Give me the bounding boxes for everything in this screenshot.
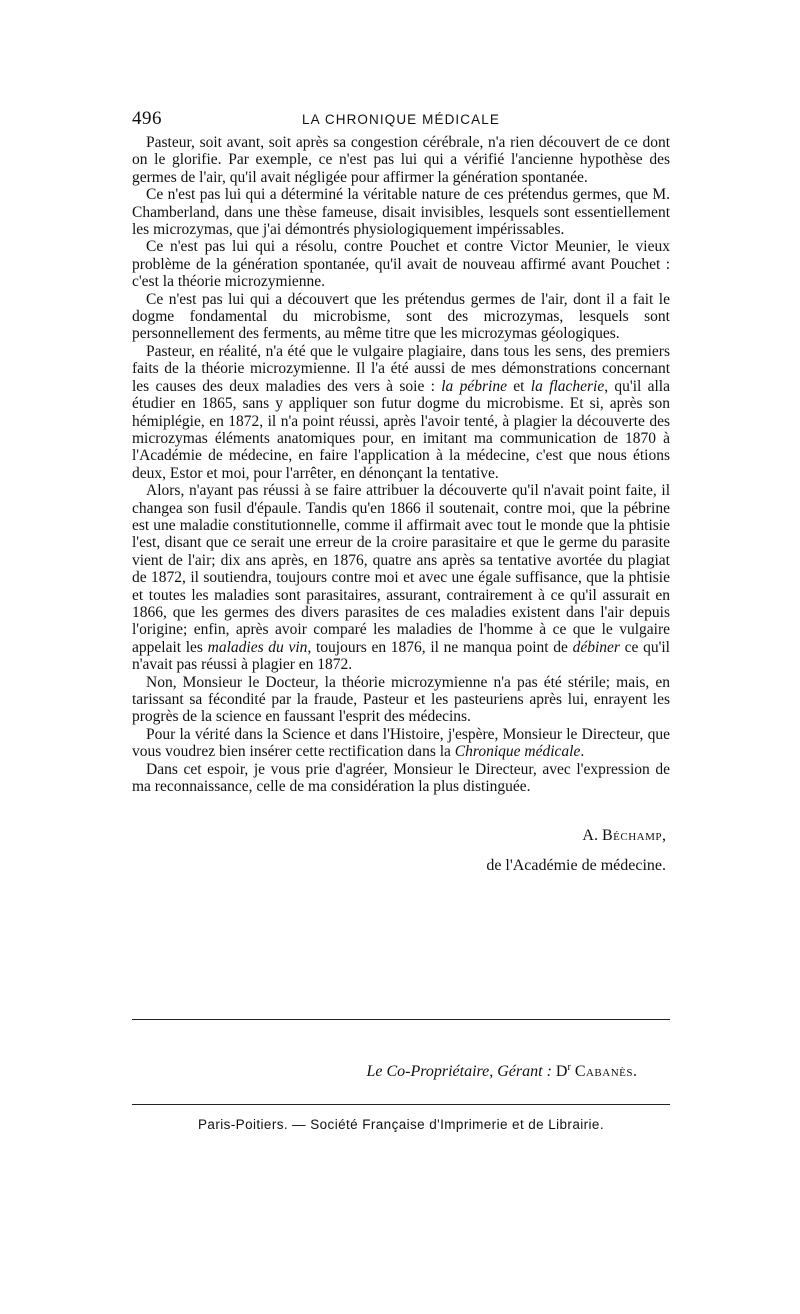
paragraph-5 — [132, 343, 670, 482]
page-content — [132, 108, 670, 881]
running-title: LA CHRONIQUE MÉDICALE — [302, 112, 500, 127]
gerant-name: Cabanès — [574, 1063, 633, 1080]
divider-bottom — [132, 1104, 670, 1105]
gerant-title: D — [555, 1063, 568, 1080]
paragraph-8-text-b: . — [580, 743, 585, 761]
signature-affiliation: de l'Académie de médecine. — [486, 857, 666, 875]
paragraph-4: Ce n'est pas lui qui a découvert que les prétendus germes de l'air, dont il a fait le dogme fondamental du microbisme, sont des microzymas, lesquels sont personnellement des ferments, au même titre que les microzymas géologiques. — [132, 290, 670, 343]
paragraph-2: Ce n'est pas lui qui a déterminé la véritable nature de ces prétendus germes, que M. Chamberland, dans une thèse fameuse, disait invisibles, lesquels sont essentiellement les microzymas, que j'ai démontrés physiologiquement impérissables. — [132, 186, 670, 239]
paragraph-6-italic-maladies-du-vin: maladies du vin — [207, 638, 308, 656]
paragraph-1: Pasteur, soit avant, soit après sa congestion cérébrale, n'a rien découvert de ce dont on le glorifie. Par exemple, ce n'est pas lui qui a vérifié l'ancienne hypothèse des germes de l'air, qu'il avait négligée pour affirmer la génération spontanée. — [132, 134, 670, 186]
divider-top — [132, 1019, 670, 1020]
paragraph-6-text-b: , toujours en 1876, il ne manqua point de — [307, 638, 573, 656]
gerant-line — [132, 1062, 637, 1081]
gerant-name-suffix: . — [633, 1063, 637, 1080]
page-number: 496 — [132, 108, 162, 129]
printer-imprint: Paris-Poitiers. — Société Française d'Imprimerie et de Librairie. — [198, 1117, 604, 1132]
signature-block — [132, 821, 670, 881]
page-header — [132, 108, 670, 134]
paragraph-8 — [132, 726, 670, 761]
paragraph-9: Dans cet espoir, je vous prie d'agréer, Monsieur le Directeur, avec l'expression de ma reconnaissance, celle de ma considération la plus distinguée. — [132, 760, 670, 796]
paragraph-3: Ce n'est pas lui qui a résolu, contre Pouchet et contre Victor Meunier, le vieux problème de la génération spontanée, qu'il avait de nouveau affirmé avant Pouchet : c'est la théorie microzymienne. — [132, 238, 670, 291]
article-body — [132, 134, 670, 795]
gerant-label: Le Co-Propriétaire, Gérant : — [366, 1063, 552, 1080]
paragraph-5-italic-pebrine: la pébrine — [441, 377, 507, 395]
paragraph-6-text-a: Alors, n'ayant pas réussi à se faire attribuer la découverte qu'il n'avait point faite, il changea son fusil d'épaule. Tandis qu'en 1866 il soutenait, contre moi, que la pébrine est une maladie constitutionnelle, comme il affirmait avec tout le monde que la phtisie l'est, disant que ce serait une erreur de la croire parasitaire et que le germe du parasite vient de l'air; dix ans après, en 1876, quatre ans après sa tentative avortée du plagiat de 1872, il soutiendra, toujours contre moi et avec une égale suffisance, que la phtisie et toutes les maladies sont parasitaires, assurant, contrairement à ce qu'il assurait en 1866, que les germes des divers parasites de ces maladies existent dans l'air depuis l'origine; enfin, après avoir comparé les maladies de l'homme à ce que le vulgaire appelait les — [132, 482, 670, 656]
paragraph-6 — [132, 482, 670, 673]
paragraph-5-text-a: Pasteur, en réalité, n'a été que le vulgaire plagiaire, dans tous les sens, des premiers faits de la théorie microzymienne. Il l'a été aussi de mes démonstrations concernant les causes des deux maladies des vers à soie : — [132, 342, 670, 395]
signature-suffix: , — [662, 827, 666, 845]
paragraph-8-italic-chronique: Chronique médicale — [454, 743, 581, 761]
paragraph-5-text-b: et — [506, 377, 531, 395]
paragraph-5-italic-flacherie: la flacherie — [530, 377, 605, 395]
signature-initial: A. — [582, 827, 602, 845]
paragraph-5-text-c: , qu'il alla étudier en 1865, sans y appliquer son futur dogme du microbisme. Et si, après son hémiplégie, en 1872, il n'a point réussi, après l'avoir tenté, à plagier la découverte des microzymas éléments anatomiques pour, en imitant ma communication de 1870 à l'Académie de médecine, en faire l'application à la médecine, c'est que nous étions deux, Estor et moi, pour l'arrêter, en dénonçant la tentative. — [132, 377, 670, 482]
signature-surname: Béchamp — [601, 827, 662, 845]
paragraph-7: Non, Monsieur le Docteur, la théorie microzymienne n'a pas été stérile; mais, en tarissant sa fécondité par la fraude, Pasteur et les pasteuriens après lui, enrayent les progrès de la science en faussant l'esprit des médecins. — [132, 673, 670, 726]
gerant-title-sup: r — [567, 1062, 571, 1073]
signature-name — [132, 821, 666, 851]
paragraph-6-italic-debiner: débiner — [572, 638, 620, 656]
paragraph-8-text-a: Pour la vérité dans la Science et dans l'Histoire, j'espère, Monsieur le Directeur, que vous voudrez bien insérer cette rectification dans la — [132, 725, 670, 761]
paragraph-6-text-c: ce qu'il n'avait pas réussi à plagier en 1872. — [132, 638, 670, 674]
